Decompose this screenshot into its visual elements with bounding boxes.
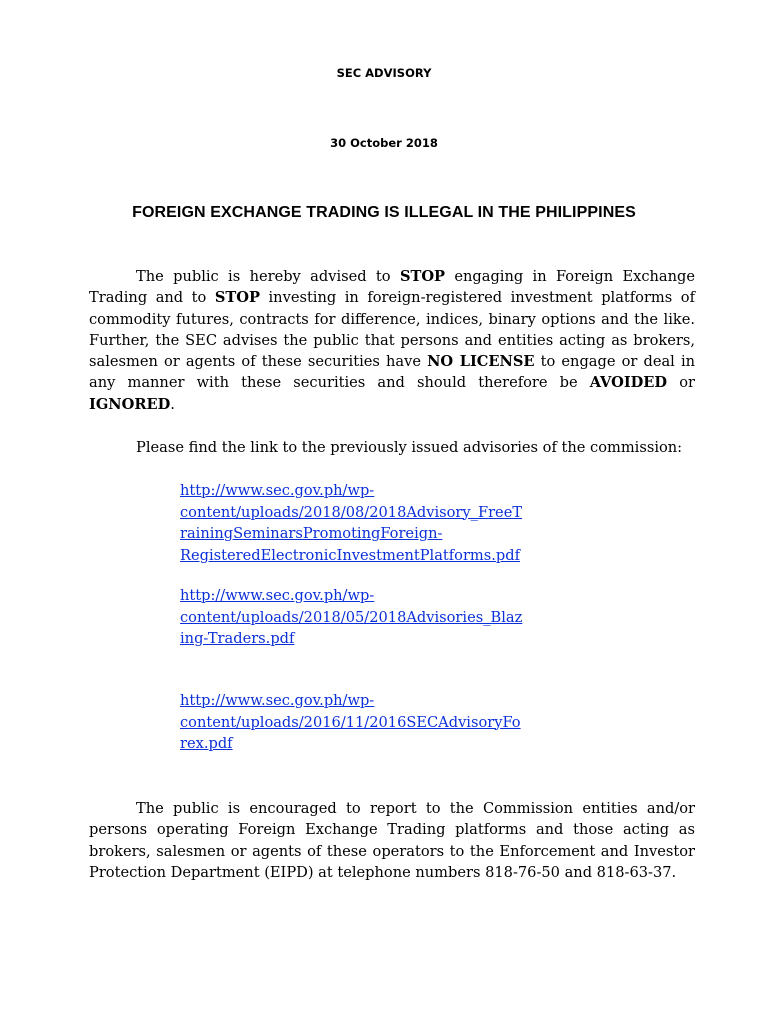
para1-text-4: to engage or deal in any manner with these securities and should therefore be — [89, 353, 696, 392]
link-1-line-2[interactable]: content/uploads/2018/08/2018Advisory_FreeT — [180, 503, 523, 521]
para1-text-3: investing in foreign-registered investment platforms of commodity futures, contracts for difference, indices, binary options and the like. Further, the SEC advises the public that persons and entities acting as brokers, salesmen or agents of these securities have — [89, 289, 695, 371]
para1-bold-ignored: IGNORED — [89, 395, 171, 413]
para1-bold-no-license: NO LICENSE — [427, 353, 535, 371]
advisory-paragraph-2: Please find the link to the previously issued advisories of the commission: — [136, 439, 683, 456]
para3-text: The public is encouraged to report to the Commission entities and/or persons operating Foreign Exchange Trading platforms and those acting as brokers, salesmen or agents of these operators to the Enforcement and Investor Protection Department (EIPD) at telephone numbers 818-76-50 and 818-63-37. — [89, 800, 695, 881]
advisory-paragraph-1 — [89, 266, 695, 415]
para1-text-5: or — [667, 374, 695, 392]
advisory-label: SEC ADVISORY — [336, 66, 432, 80]
advisory-paragraph-3 — [89, 798, 695, 883]
link-3-line-2[interactable]: content/uploads/2016/11/2016SECAdvisoryFo — [180, 713, 521, 731]
para1-text-2: engaging in Foreign Exchange Trading and to — [89, 268, 695, 307]
link-2-line-3[interactable]: ing-Traders.pdf — [180, 630, 295, 648]
link-3-line-3[interactable]: rex.pdf — [180, 735, 233, 753]
link-3-line-1[interactable]: http://www.sec.gov.ph/wp- — [180, 692, 375, 709]
para1-bold-stop-1: STOP — [399, 268, 446, 285]
para1-bold-avoided: AVOIDED — [589, 374, 668, 392]
para1-bold-stop-2: STOP — [214, 289, 260, 307]
advisory-link-2[interactable] — [180, 585, 560, 650]
link-1-line-1[interactable]: http://www.sec.gov.ph/wp- — [180, 482, 375, 499]
advisory-title: FOREIGN EXCHANGE TRADING IS ILLEGAL IN THE PHILIPPINES — [132, 204, 636, 221]
advisory-link-1[interactable] — [180, 480, 560, 566]
para1-text-1: The public is hereby advised to — [136, 268, 400, 285]
link-1-line-3[interactable]: rainingSeminarsPromotingForeign- — [180, 525, 443, 543]
link-2-line-1[interactable]: http://www.sec.gov.ph/wp- — [180, 587, 375, 604]
link-2-line-2[interactable]: content/uploads/2018/05/2018Advisories_Blaz — [180, 608, 523, 626]
link-1-line-4[interactable]: RegisteredElectronicInvestmentPlatforms.pdf — [180, 546, 520, 564]
advisory-date: 30 October 2018 — [330, 136, 438, 150]
para1-text-6: . — [170, 395, 175, 413]
advisory-link-3[interactable] — [180, 690, 560, 755]
